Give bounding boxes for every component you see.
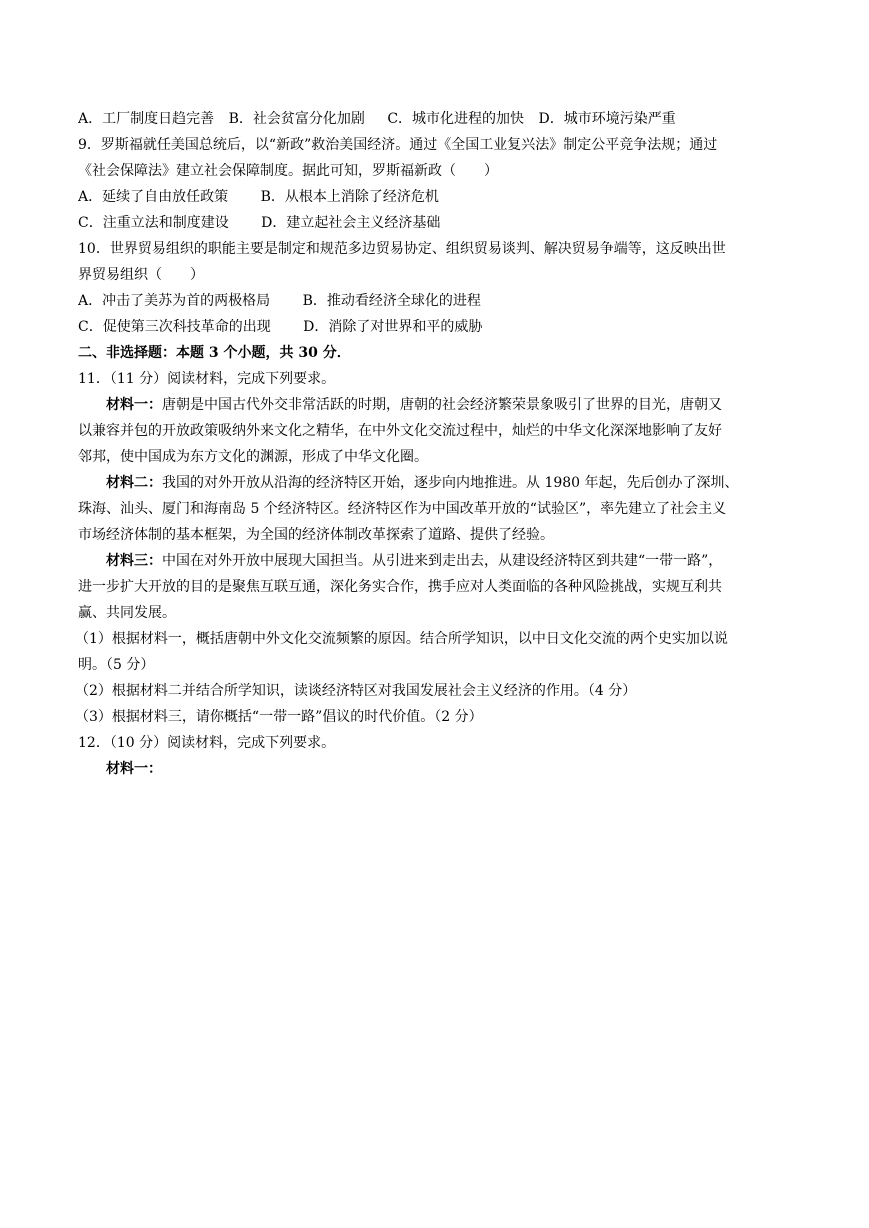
q9-stem-line-2: 《社会保障法》建立社会保障制度。据此可知，罗斯福新政（ ） xyxy=(78,163,498,179)
q11-subquestion-3: （3）根据材料三，请你概括“一带一路”倡议的时代价值。（2 分） xyxy=(75,709,483,725)
q8-options-row xyxy=(78,106,792,132)
q11-intro: 11．（11 分）阅读材料，完成下列要求。 xyxy=(78,371,336,387)
q10-options-row-2 xyxy=(78,314,792,340)
q8-option-c: C．城市化进程的加快 xyxy=(387,111,525,127)
q10-options-row-1 xyxy=(78,288,792,314)
q10-option-a: A．冲击了美苏为首的两极格局 xyxy=(78,293,271,309)
q11-material-3-line-1 xyxy=(78,548,792,574)
q12-intro: 12．（10 分）阅读材料，完成下列要求。 xyxy=(78,735,336,751)
q11-material-3-label: 材料三： xyxy=(106,553,162,569)
q9-option-a: A．延续了自由放任政策 xyxy=(78,189,229,205)
document-page xyxy=(75,106,792,782)
q11-material-1-line-3: 邻邦，使中国成为东方文化的渊源，形成了中华文化圈。 xyxy=(78,449,428,465)
q9-options-row-1 xyxy=(78,184,792,210)
section-2-heading: 二、非选择题：本题 3 个小题，共 30 分． xyxy=(78,345,351,361)
q9-stem-line-1: 9．罗斯福就任美国总统后，以“新政”救治美国经济。通过《全国工业复兴法》制定公平竞争法规；通过 xyxy=(78,137,718,153)
q11-material-3-text: 中国在对外开放中展现大国担当。从引进来到走出去，从建设经济特区到共建“一带一路”， xyxy=(162,553,723,569)
q10-option-b: B．推动看经济全球化的进程 xyxy=(302,293,481,309)
q11-material-2-line-3: 市场经济体制的基本框架，为全国的经济体制改革探索了道路、提供了经验。 xyxy=(78,527,554,543)
q11-material-1-line-1 xyxy=(78,392,792,418)
q11-material-1-line-2: 以兼容并包的开放政策吸纳外来文化之精华，在中外文化交流过程中，灿烂的中华文化深深地影响了友好 xyxy=(78,423,722,439)
q8-option-b: B．社会贫富分化加剧 xyxy=(228,111,365,127)
q11-material-1-label: 材料一： xyxy=(106,397,162,413)
q12-material-1-label: 材料一： xyxy=(106,761,162,777)
q11-material-3-line-3: 赢、共同发展。 xyxy=(78,605,176,621)
q11-material-2-line-1 xyxy=(78,470,792,496)
q8-option-a: A．工厂制度日趋完善 xyxy=(78,111,215,127)
q9-option-c: C．注重立法和制度建设 xyxy=(78,215,229,231)
q11-material-2-line-2: 珠海、汕头、厦门和海南岛 5 个经济特区。经济特区作为中国改革开放的“试验区”，率先建立了社会主义 xyxy=(78,501,727,517)
q11-subquestion-1-line-2: 明。（5 分） xyxy=(78,657,155,673)
q10-option-c: C．促使第三次科技革命的出现 xyxy=(78,319,271,335)
q9-option-d: D．建立起社会主义经济基础 xyxy=(261,215,441,231)
q11-subquestion-2: （2）根据材料二并结合所学知识，读谈经济特区对我国发展社会主义经济的作用。（4 分） xyxy=(75,683,637,699)
q9-option-b: B．从根本上消除了经济危机 xyxy=(260,189,439,205)
q9-options-row-2 xyxy=(78,210,792,236)
q10-stem-line-2: 界贸易组织（ ） xyxy=(78,267,204,283)
q10-option-d: D．消除了对世界和平的威胁 xyxy=(303,319,483,335)
q11-subquestion-1-line-1: （1）根据材料一，概括唐朝中外文化交流频繁的原因。结合所学知识，以中日文化交流的两个史实加以说 xyxy=(75,631,728,647)
q10-stem-line-1: 10．世界贸易组织的职能主要是制定和规范多边贸易协定、组织贸易谈判、解决贸易争端等，这反映出世 xyxy=(78,241,726,257)
q11-material-3-line-2: 进一步扩大开放的目的是聚焦互联互通，深化务实合作，携手应对人类面临的各种风险挑战，实规互利共 xyxy=(78,579,722,595)
q11-material-2-label: 材料二： xyxy=(106,475,162,491)
q11-material-2-text: 我国的对外开放从沿海的经济特区开始，逐步向内地推进。从 1980 年起，先后创办了深圳、 xyxy=(162,475,739,491)
q11-material-1-text: 唐朝是中国古代外交非常活跃的时期，唐朝的社会经济繁荣景象吸引了世界的目光，唐朝又 xyxy=(162,397,722,413)
q8-option-d: D．城市环境污染严重 xyxy=(538,111,676,127)
